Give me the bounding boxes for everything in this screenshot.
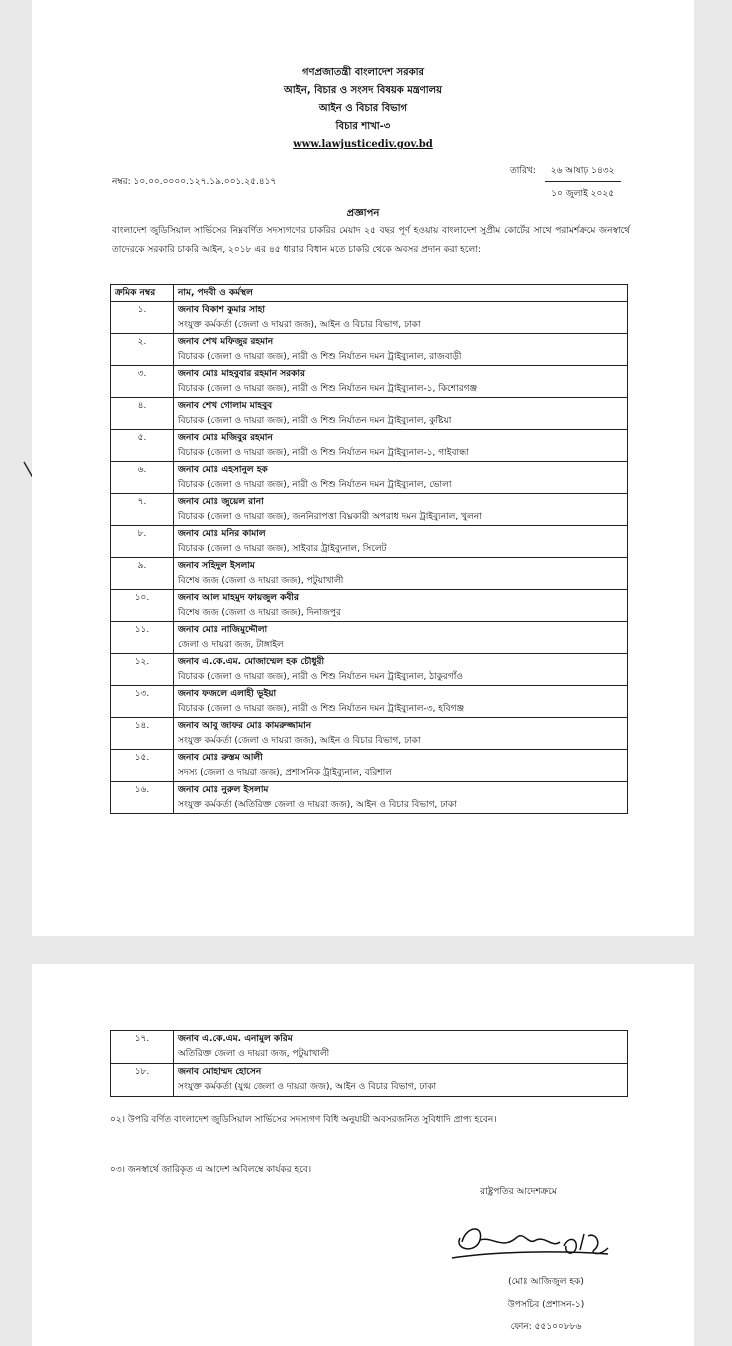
officer-cell [174, 430, 628, 462]
issue-date [510, 163, 621, 201]
serial-number: ৬. [111, 462, 174, 494]
branch-name: বিচার শাখা-৩ [335, 121, 391, 132]
effect-paragraph: ০৩। জনস্বার্থে জারিকৃত এ আদেশ অবিলম্বে কার্যকর হবে। [110, 1165, 312, 1175]
officer-cell [174, 494, 628, 526]
officer-cell [174, 718, 628, 750]
table-row [111, 494, 628, 526]
officer-designation: বিচারক (জেলা ও দায়রা জজ), নারী ও শিশু নির্যাতন দমন ট্রাইব্যুনাল, কুষ্টিয়া [178, 416, 452, 426]
table-row [111, 686, 628, 718]
officer-cell [174, 558, 628, 590]
serial-number: ২. [111, 334, 174, 366]
table-row [111, 622, 628, 654]
officer-cell [174, 622, 628, 654]
table-row [111, 558, 628, 590]
officers-table-continued [110, 1030, 628, 1097]
officer-name: জনাব বিকাশ কুমার সাহা [178, 305, 266, 315]
officer-designation: বিচারক (জেলা ও দায়রা জজ), নারী ও শিশু নির্যাতন দমন ট্রাইব্যুনাল, ঠাকুরগাঁও [178, 672, 463, 682]
benefits-paragraph: ০২। উপরি বর্ণিত বাংলাদেশ জুডিসিয়াল সার্ভিসের সদস্যগণ বিধি অনুযায়ী অবসরজনিত সুবিধাদি প্রাপ্য হবেন। [110, 1115, 497, 1125]
officer-designation: বিচারক (জেলা ও দায়রা জজ), সাইবার ট্রাইব্যুনাল, সিলেট [178, 544, 387, 554]
officer-cell [174, 686, 628, 718]
officer-name: জনাব মোঃ নুরুল ইসলাম [178, 785, 269, 795]
officer-designation: সদস্য (জেলা ও দায়রা জজ), প্রশাসনিক ট্রাইব্যুনাল, বরিশাল [178, 768, 392, 778]
officer-name: জনাব মোঃ নাজিমুদ্দৌলা [178, 625, 268, 635]
officer-name: জনাব শেখ গোলাম মাহবুব [178, 401, 273, 411]
serial-number: ১০. [111, 590, 174, 622]
table-row [111, 590, 628, 622]
signature-image [432, 1220, 622, 1276]
officer-name: জনাব এ.কে.এম. মোজাম্মেল হক চৌধুরী [178, 657, 325, 667]
officer-designation: বিচারক (জেলা ও দায়রা জজ), নারী ও শিশু নির্যাতন দমন ট্রাইব্যুনাল-১, গাইবান্ধা [178, 448, 469, 458]
officer-name: জনাব মোঃ রুস্তম আলী [178, 753, 263, 763]
table-row [111, 1031, 628, 1064]
table-row [111, 430, 628, 462]
officer-designation: বিচারক (জেলা ও দায়রা জজ), নারী ও শিশু নির্যাতন দমন ট্রাইব্যুনাল, রাজবাড়ী [178, 352, 462, 362]
serial-number: ১. [111, 302, 174, 334]
officer-designation: বিচারক (জেলা ও দায়রা জজ), নারী ও শিশু নির্যাতন দমন ট্রাইব্যুনাল, ভোলা [178, 480, 452, 490]
table-row [111, 718, 628, 750]
serial-number: ১৬. [111, 782, 174, 814]
presidential-order-line: রাষ্ট্রপতির আদেশক্রমে [480, 1187, 557, 1197]
officers-table [110, 284, 628, 814]
officer-name: জনাব ফজলে এলাহী ভূইয়া [178, 689, 277, 699]
government-name: গণপ্রজাতন্ত্রী বাংলাদেশ সরকার [302, 67, 424, 78]
officer-name: জনাব শেখ মফিজুর রহমান [178, 337, 274, 347]
officer-designation: জেলা ও দায়রা জজ, টাঙ্গাইল [178, 640, 284, 650]
table-row [111, 302, 628, 334]
serial-number: ১২. [111, 654, 174, 686]
officer-designation: বিচারক (জেলা ও দায়রা জজ), নারী ও শিশু নির্যাতন দমন ট্রাইব্যুনাল-৩, হবিগঞ্জ [178, 704, 465, 714]
table-row [111, 462, 628, 494]
date-label: তারিখ: [510, 166, 536, 176]
officer-cell [174, 1064, 628, 1097]
officer-designation: সংযুক্ত কর্মকর্তা (যুগ্ম জেলা ও দায়রা জজ), আইন ও বিচার বিভাগ, ঢাকা [178, 1082, 437, 1092]
table-row [111, 782, 628, 814]
officer-designation: বিশেষ জজ (জেলা ও দায়রা জজ), পটুয়াখালী [178, 576, 344, 586]
signer-name: (মোঃ আজিজুল হক) [508, 1277, 584, 1287]
office-header [32, 64, 694, 154]
table-row [111, 750, 628, 782]
officer-designation: সংযুক্ত কর্মকর্তা (জেলা ও দায়রা জজ), আইন ও বিচার বিভাগ, ঢাকা [178, 736, 421, 746]
officer-designation: অতিরিক্ত জেলা ও দায়রা জজ, পটুয়াখালী [178, 1049, 330, 1059]
officer-name: জনাব মোঃ মজিবুর রহমান [178, 433, 273, 443]
officer-cell [174, 526, 628, 558]
officer-name: জনাব এ.কে.এম. এনামুল করিম [178, 1034, 293, 1044]
officer-cell [174, 590, 628, 622]
table-row [111, 526, 628, 558]
name-header: নাম, পদবী ও কর্মস্থল [174, 285, 628, 302]
officer-designation: সংযুক্ত কর্মকর্তা (অতিরিক্ত জেলা ও দায়রা জজ), আইন ও বিচার বিভাগ, ঢাকা [178, 800, 457, 810]
officer-cell [174, 654, 628, 686]
officer-cell [174, 1031, 628, 1064]
officer-name: জনাব সহিদুল ইসলাম [178, 561, 255, 571]
serial-number: ৩. [111, 366, 174, 398]
table-header-row [111, 285, 628, 302]
signer-phone: ফোন: ৫৫১০০৮৮৬ [510, 1322, 582, 1332]
website-link[interactable]: www.lawjusticediv.gov.bd [293, 139, 433, 150]
notification-page-1 [32, 0, 694, 936]
serial-number: ১৭. [111, 1031, 174, 1064]
date-gregorian: ১০ জুলাই ২০২৫ [551, 189, 615, 199]
officer-name: জনাব আল মাহমুদ ফায়জুল কবীর [178, 593, 299, 603]
serial-number: ৫. [111, 430, 174, 462]
notification-page-2 [32, 964, 694, 1346]
serial-number: ৮. [111, 526, 174, 558]
table-row [111, 366, 628, 398]
serial-number: ৭. [111, 494, 174, 526]
date-bangla: ২৬ আষাঢ় ১৪৩২ [545, 163, 621, 182]
intro-paragraph: বাংলাদেশ জুডিসিয়াল সার্ভিসের নিম্নবর্ণিত সদস্যগণের চাকরির মেয়াদ ২৫ বছর পূর্ণ হওয়ায় বাংলাদেশ সুপ্রীম কোর্টের সাথে পরামর্শক্রমে জনস্বার্থে তাদেরকে সরকারি চাকরি আইন, ২০১৮ এর ৪৫ ধারার বিধান মতে চাকরি থেকে অবসর প্রদান করা হলো: [112, 226, 630, 255]
officer-designation: সংযুক্ত কর্মকর্তা (জেলা ও দায়রা জজ), আইন ও বিচার বিভাগ, ঢাকা [178, 320, 421, 330]
signer-title: উপসচিব (প্রশাসন-১) [507, 1300, 585, 1310]
serial-number: ১১. [111, 622, 174, 654]
officer-designation: বিচারক (জেলা ও দায়রা জজ), নারী ও শিশু নির্যাতন দমন ট্রাইব্যুনাল-১, কিশোরগঞ্জ [178, 384, 478, 394]
serial-number: ৪. [111, 398, 174, 430]
table-row [111, 1064, 628, 1097]
officer-cell [174, 750, 628, 782]
serial-number: ৯. [111, 558, 174, 590]
table-row [111, 654, 628, 686]
officer-name: জনাব মোঃ জুয়েল রানা [178, 497, 264, 507]
table-row [111, 334, 628, 366]
serial-header: ক্রমিক নম্বর [111, 285, 174, 302]
table-row [111, 398, 628, 430]
officer-cell [174, 462, 628, 494]
officer-cell [174, 334, 628, 366]
officer-designation: বিচারক (জেলা ও দায়রা জজ), জননিরাপত্তা বিঘ্নকারী অপরাধ দমন ট্রাইব্যুনাল, খুলনা [178, 512, 482, 522]
officer-name: জনাব মোঃ এহসানুল হক [178, 465, 268, 475]
serial-number: ১৫. [111, 750, 174, 782]
serial-number: ১৩. [111, 686, 174, 718]
officer-designation: বিশেষ জজ (জেলা ও দায়রা জজ), দিনাজপুর [178, 608, 341, 618]
officer-cell [174, 782, 628, 814]
officer-name: জনাব আবু জাফর মোঃ কামরুজ্জামান [178, 721, 312, 731]
officer-name: জনাব মোঃ মাহবুবার রহমান সরকার [178, 369, 305, 379]
division-name: আইন ও বিচার বিভাগ [318, 103, 408, 114]
notification-heading: প্রজ্ঞাপন [346, 208, 380, 219]
serial-number: ১৮. [111, 1064, 174, 1097]
officer-name: জনাব মোঃ মনির কামাল [178, 529, 266, 539]
ministry-name: আইন, বিচার ও সংসদ বিষয়ক মন্ত্রণালয় [283, 85, 442, 96]
reference-number: নম্বর: ১০.০০.০০০০.১২৭.১৯.০০১.২৫.৪১৭ [112, 177, 277, 187]
officer-cell [174, 302, 628, 334]
serial-number: ১৪. [111, 718, 174, 750]
officer-cell [174, 366, 628, 398]
officer-name: জনাব মোহাম্মদ হোসেন [178, 1067, 262, 1077]
officer-cell [174, 398, 628, 430]
